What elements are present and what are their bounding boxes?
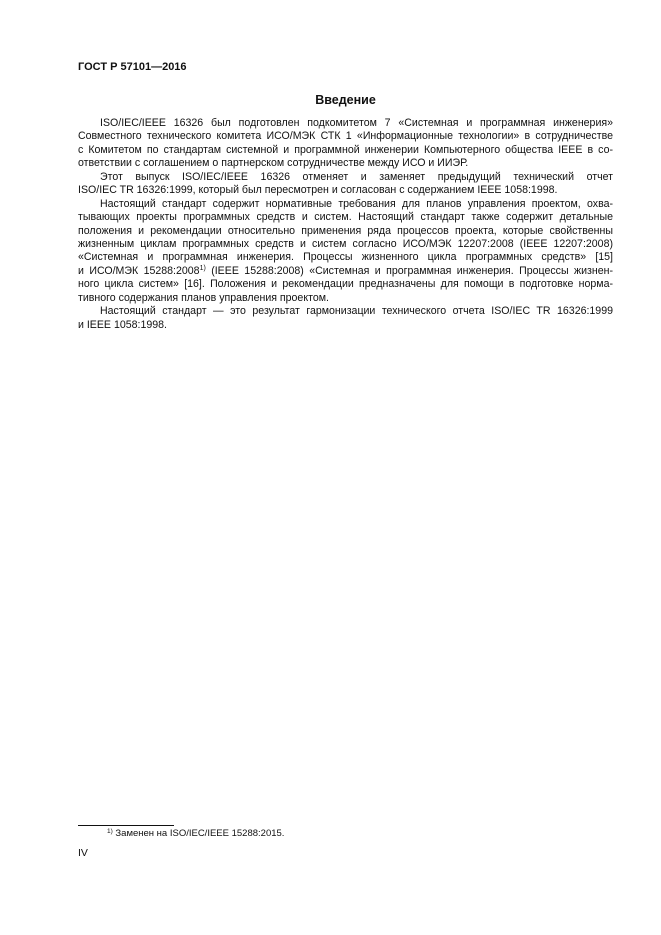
- line-text: ного цикла систем» [16]. Положения и рекомендации предназначены для помощи в подготовке норма-: [78, 278, 613, 291]
- line-text: ISO/IEC TR 16326:1999, который был пересмотрен и согласован с содержанием IEEE 1058:1998.: [78, 184, 558, 197]
- paragraph: [78, 117, 613, 171]
- text-line: [78, 144, 613, 157]
- paragraph: [78, 198, 613, 306]
- line-text: и IEEE 1058:1998.: [78, 318, 167, 331]
- footnote-reference: 1): [199, 264, 206, 272]
- text-line: [78, 292, 613, 305]
- text-line: [78, 265, 613, 278]
- text-line: [78, 184, 613, 197]
- line-text: (IEEE 15288:2008) «Системная и программная инженерия. Процессы жизнен-: [205, 264, 613, 277]
- footnote: [107, 828, 284, 839]
- text-line: [78, 198, 613, 211]
- text-line: [78, 171, 613, 184]
- footnote-marker: 1): [107, 828, 113, 835]
- paragraph: [78, 171, 613, 198]
- line-text: положения и рекомендации относительно применения ряда процессов проекта, которые свойственны: [78, 224, 613, 237]
- line-text: Настоящий стандарт — это результат гармонизации технического отчета ISO/IEC TR 16326:1999: [100, 305, 613, 318]
- text-line: [78, 211, 613, 224]
- text-line: [78, 238, 613, 251]
- page-number: IV: [78, 847, 88, 859]
- text-line: [78, 225, 613, 238]
- line-text: и ИСО/МЭК 15288:2008: [78, 264, 200, 277]
- section-title: Введение: [315, 93, 376, 107]
- line-text: жизненным циклам программных средств и систем согласно ИСО/МЭК 12207:2008 (IEEE 12207:2008): [78, 237, 613, 250]
- line-text: Этот выпуск ISO/IEC/IEEE 16326 отменяет и заменяет предыдущий технический отчет: [100, 170, 613, 183]
- line-text: тывающих проекты программных средств и систем. Настоящий стандарт также содержит детальные: [78, 211, 613, 224]
- footnote-text: Заменен на ISO/IEC/IEEE 15288:2015.: [112, 828, 285, 839]
- footnote-divider: [78, 825, 174, 826]
- line-text: «Системная и программная инженерия. Процессы жизненного цикла программных средств» [15]: [78, 251, 613, 264]
- body-text: [78, 117, 613, 332]
- text-line: [78, 157, 613, 170]
- text-line: [78, 130, 613, 143]
- line-text: тивного содержания планов управления проектом.: [78, 291, 329, 304]
- text-line: [78, 319, 613, 332]
- line-text: Настоящий стандарт содержит нормативные требования для планов управления проектом, охва-: [100, 197, 613, 210]
- text-line: [78, 305, 613, 318]
- line-text: ответствии с соглашением о партнерском сотрудничестве между ИСО и ИИЭР.: [78, 157, 469, 170]
- text-line: [78, 117, 613, 130]
- line-text: с Комитетом по стандартам системной и программной инженерии Компьютерного общества IEEE в со-: [78, 143, 613, 156]
- paragraph: [78, 305, 613, 332]
- text-line: [78, 278, 613, 291]
- line-text: Совместного технического комитета ИСО/МЭК СТК 1 «Информационные технологии» в сотрудничестве: [78, 130, 613, 143]
- line-text: ISO/IEC/IEEE 16326 был подготовлен подкомитетом 7 «Системная и программная инженерия»: [100, 117, 613, 129]
- text-line: [78, 251, 613, 264]
- document-header: ГОСТ Р 57101—2016: [78, 61, 187, 73]
